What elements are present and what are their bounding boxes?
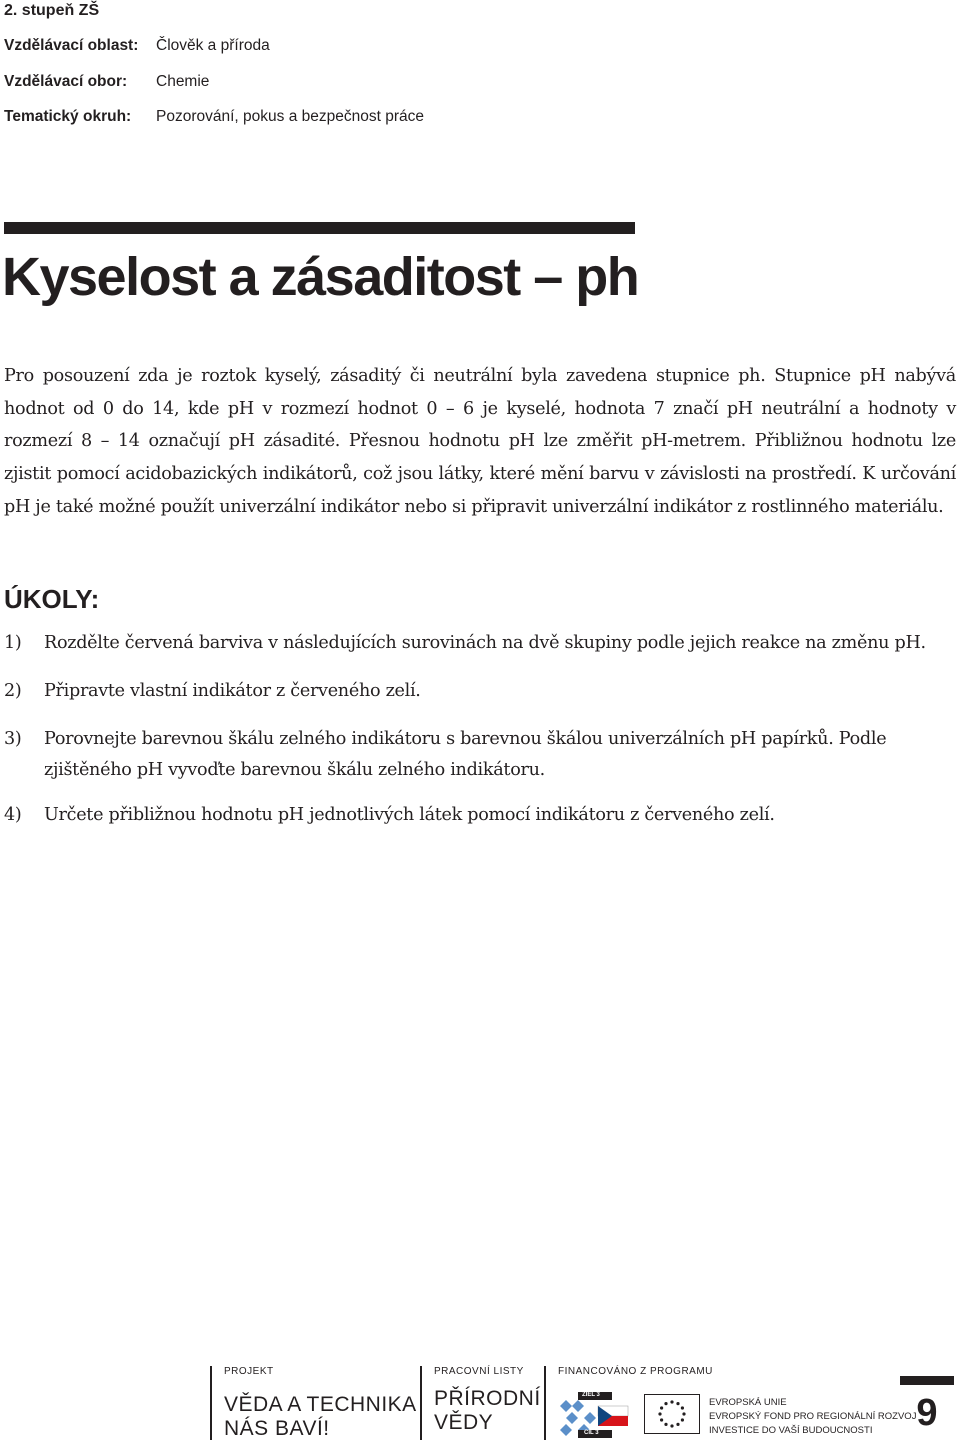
tasks-heading: ÚKOLY: bbox=[4, 584, 100, 614]
funding-label: FINANCOVÁNO Z PROGRAMU bbox=[558, 1366, 713, 1377]
page-number-rule bbox=[900, 1376, 954, 1385]
cil3-text: CÍL 3 bbox=[584, 1430, 599, 1436]
task-number: 1) bbox=[4, 633, 22, 653]
sheets-name-line2: VĚDY bbox=[434, 1411, 494, 1434]
meta-label: Vzdělávací obor: bbox=[4, 73, 128, 90]
task-number: 4) bbox=[4, 805, 22, 825]
title-rule bbox=[4, 222, 635, 234]
footer-divider bbox=[210, 1366, 212, 1440]
intro-paragraph: Pro posouzení zda je roztok kyselý, zásaditý či neutrální byla zavedena stupnice ph. Stupnice pH nabývá hodnot od 0 do 14, kde pH v rozmezí hodnot 0 – 6 je kyselé, hodnota 7 značí pH neutrální a hodnoty v rozmezí 8 – 14 označují pH zásadité. Přesnou hodnotu pH lze změřit pH-metrem. Přibližnou hodnotu lze zjistit pomocí acidobazických indikátorů, což jsou látky, které mění barvu v závislosti na prostředí. K určování pH je také možné použít univerzální indikátor nebo si připravit univerzální indikátor z rostlinného materiálu. bbox=[4, 366, 956, 517]
ziel3-cil3-logo bbox=[556, 1392, 634, 1438]
meta-value: Pozorování, pokus a bezpečnost práce bbox=[156, 108, 424, 125]
ziel3-text: ZIEL 3 bbox=[582, 1392, 600, 1398]
eu-line: INVESTICE DO VAŠÍ BUDOUCNOSTI bbox=[709, 1425, 873, 1436]
sheets-label: PRACOVNÍ LISTY bbox=[434, 1366, 524, 1377]
task-text: Určete přibližnou hodnotu pH jednotlivých látek pomocí indikátoru z červeného zelí. bbox=[44, 805, 775, 825]
meta-value: Chemie bbox=[156, 73, 210, 90]
eu-funding-text bbox=[709, 1396, 916, 1438]
page-number: 9 bbox=[916, 1392, 938, 1434]
task-text: Porovnejte barevnou škálu zelného indikátoru s barevnou škálou univerzálních pH papírků. Podle zjištěného pH vyvoďte barevnou škálu zelného indikátoru. bbox=[44, 729, 887, 780]
eu-flag-icon bbox=[644, 1394, 700, 1434]
footer-divider bbox=[544, 1366, 546, 1440]
task-number: 3) bbox=[4, 729, 22, 749]
meta-label: Tematický okruh: bbox=[4, 108, 132, 125]
grade-level: 2. stupeň ZŠ bbox=[4, 2, 100, 19]
task-text: Rozdělte červená barviva v následujících surovinách na dvě skupiny podle jejich reakce na změnu pH. bbox=[44, 633, 926, 653]
footer-divider bbox=[420, 1366, 422, 1440]
eu-line: EVROPSKÝ FOND PRO REGIONÁLNÍ ROZVOJ bbox=[709, 1411, 917, 1422]
task-number: 2) bbox=[4, 681, 22, 701]
footer-project bbox=[224, 1366, 417, 1441]
page-title: Kyselost a zásaditost – ph bbox=[2, 247, 639, 307]
project-name-line2: NÁS BAVÍ! bbox=[224, 1417, 330, 1440]
eu-line: EVROPSKÁ UNIE bbox=[709, 1397, 787, 1408]
sheets-name-line1: PŘÍRODNÍ bbox=[434, 1387, 541, 1410]
task-text: Připravte vlastní indikátor z červeného zelí. bbox=[44, 681, 421, 701]
meta-label: Vzdělávací oblast: bbox=[4, 37, 139, 54]
meta-value: Člověk a příroda bbox=[156, 37, 270, 54]
project-label: PROJEKT bbox=[224, 1366, 274, 1377]
footer-funding bbox=[558, 1366, 713, 1377]
project-name-line1: VĚDA A TECHNIKA bbox=[224, 1393, 417, 1416]
footer-sheets bbox=[434, 1366, 541, 1435]
